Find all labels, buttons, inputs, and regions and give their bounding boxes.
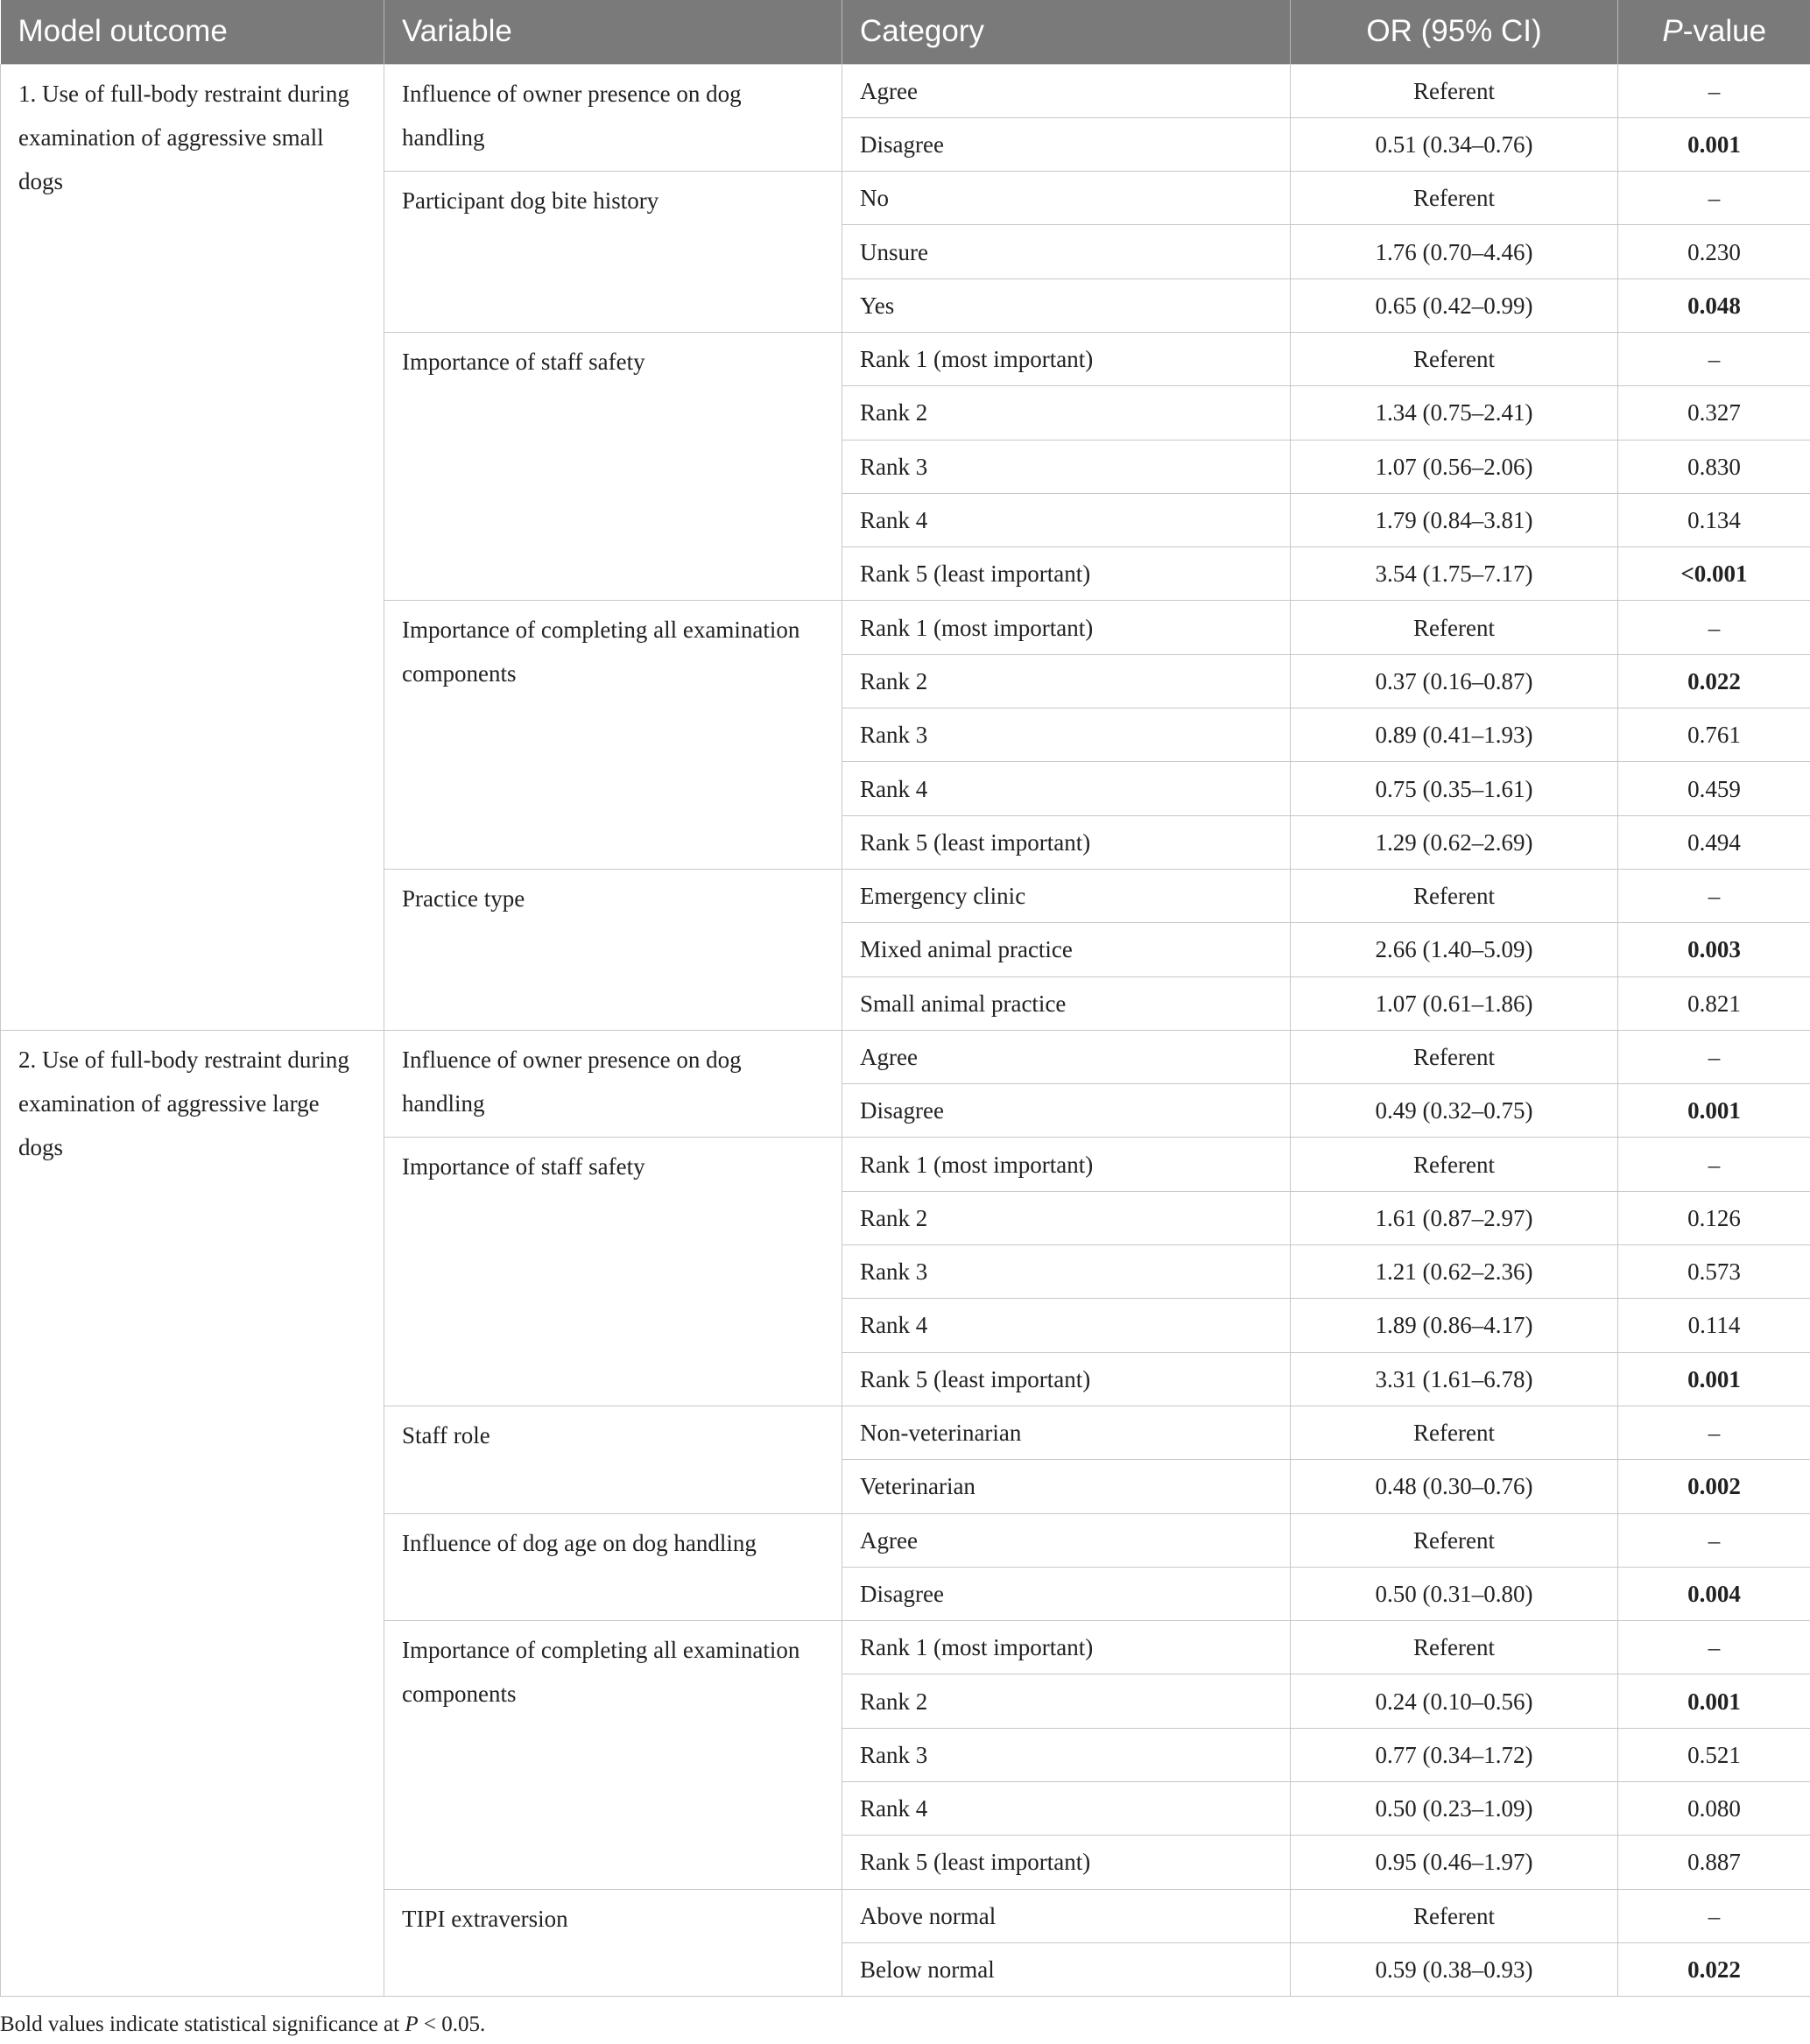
- p-value-cell: 0.022: [1618, 1942, 1810, 1996]
- p-value-cell: 0.004: [1618, 1567, 1810, 1620]
- category-cell: Above normal: [842, 1889, 1291, 1942]
- table-header: [1, 0, 1810, 64]
- p-value-cell: 0.494: [1618, 815, 1810, 869]
- category-cell: Disagree: [842, 1567, 1291, 1620]
- header-p-letter: P: [1662, 14, 1683, 49]
- variable-cell: Practice type: [384, 869, 842, 1030]
- odds-ratio-cell: Referent: [1291, 64, 1618, 117]
- category-cell: Emergency clinic: [842, 869, 1291, 922]
- category-cell: Rank 1 (most important): [842, 332, 1291, 385]
- category-cell: Rank 1 (most important): [842, 1138, 1291, 1191]
- odds-ratio-cell: 1.61 (0.87–2.97): [1291, 1191, 1618, 1244]
- p-value-cell: 0.001: [1618, 1084, 1810, 1138]
- odds-ratio-cell: 1.76 (0.70–4.46): [1291, 225, 1618, 278]
- category-cell: Rank 4: [842, 493, 1291, 546]
- p-value-cell: –: [1618, 64, 1810, 117]
- category-cell: Rank 2: [842, 1674, 1291, 1728]
- category-cell: Below normal: [842, 1942, 1291, 1996]
- p-value-cell: –: [1618, 601, 1810, 654]
- variable-cell: Participant dog bite history: [384, 172, 842, 333]
- category-cell: Rank 2: [842, 654, 1291, 708]
- odds-ratio-cell: 1.07 (0.61–1.86): [1291, 976, 1618, 1030]
- odds-ratio-cell: 0.50 (0.31–0.80): [1291, 1567, 1618, 1620]
- category-cell: No: [842, 172, 1291, 225]
- category-cell: Rank 4: [842, 762, 1291, 815]
- odds-ratio-cell: Referent: [1291, 1030, 1618, 1083]
- p-value-cell: –: [1618, 869, 1810, 922]
- p-value-cell: 0.134: [1618, 493, 1810, 546]
- header-model-outcome: Model outcome: [1, 0, 384, 64]
- category-cell: Agree: [842, 1030, 1291, 1083]
- p-value-cell: 0.001: [1618, 1674, 1810, 1728]
- p-value-cell: 0.022: [1618, 654, 1810, 708]
- p-value-cell: 0.002: [1618, 1460, 1810, 1513]
- odds-ratio-cell: Referent: [1291, 1406, 1618, 1459]
- category-cell: Rank 2: [842, 1191, 1291, 1244]
- category-cell: Rank 3: [842, 440, 1291, 493]
- category-cell: Non-veterinarian: [842, 1406, 1291, 1459]
- header-or-ci: OR (95% CI): [1291, 0, 1618, 64]
- header-p-suffix: -value: [1682, 14, 1767, 49]
- odds-ratio-cell: 0.24 (0.10–0.56): [1291, 1674, 1618, 1728]
- p-value-cell: –: [1618, 332, 1810, 385]
- odds-ratio-cell: 1.79 (0.84–3.81): [1291, 493, 1618, 546]
- odds-ratio-cell: Referent: [1291, 1889, 1618, 1942]
- p-value-cell: 0.887: [1618, 1836, 1810, 1889]
- p-value-cell: 0.830: [1618, 440, 1810, 493]
- variable-cell: Influence of owner presence on dog handling: [384, 64, 842, 172]
- odds-ratio-cell: 0.77 (0.34–1.72): [1291, 1728, 1618, 1781]
- odds-ratio-cell: 0.49 (0.32–0.75): [1291, 1084, 1618, 1138]
- p-value-cell: 0.459: [1618, 762, 1810, 815]
- category-cell: Rank 5 (least important): [842, 547, 1291, 601]
- odds-ratio-cell: Referent: [1291, 869, 1618, 922]
- odds-ratio-cell: 0.75 (0.35–1.61): [1291, 762, 1618, 815]
- p-value-cell: –: [1618, 1513, 1810, 1567]
- odds-ratio-cell: Referent: [1291, 601, 1618, 654]
- odds-ratio-cell: 0.65 (0.42–0.99): [1291, 278, 1618, 332]
- category-cell: Mixed animal practice: [842, 923, 1291, 976]
- odds-ratio-cell: Referent: [1291, 172, 1618, 225]
- category-cell: Disagree: [842, 117, 1291, 171]
- model-outcome-cell: 2. Use of full-body restraint during examination of aggressive large dogs: [1, 1030, 384, 1996]
- variable-cell: Staff role: [384, 1406, 842, 1513]
- header-category: Category: [842, 0, 1291, 64]
- p-value-cell: 0.080: [1618, 1782, 1810, 1836]
- category-cell: Rank 2: [842, 386, 1291, 440]
- odds-ratio-cell: 0.37 (0.16–0.87): [1291, 654, 1618, 708]
- variable-cell: Importance of staff safety: [384, 1138, 842, 1406]
- variable-cell: Importance of staff safety: [384, 332, 842, 600]
- table-row: [1, 1030, 1810, 1083]
- footnote: [0, 2012, 1810, 2037]
- p-value-cell: 0.230: [1618, 225, 1810, 278]
- table-row: [1, 64, 1810, 117]
- odds-ratio-cell: 3.54 (1.75–7.17): [1291, 547, 1618, 601]
- category-cell: Yes: [842, 278, 1291, 332]
- odds-ratio-cell: 0.95 (0.46–1.97): [1291, 1836, 1618, 1889]
- odds-ratio-cell: 0.59 (0.38–0.93): [1291, 1942, 1618, 1996]
- category-cell: Veterinarian: [842, 1460, 1291, 1513]
- category-cell: Rank 5 (least important): [842, 1352, 1291, 1406]
- p-value-cell: 0.001: [1618, 117, 1810, 171]
- category-cell: Rank 3: [842, 1728, 1291, 1781]
- p-value-cell: –: [1618, 1889, 1810, 1942]
- p-value-cell: 0.126: [1618, 1191, 1810, 1244]
- odds-ratio-cell: Referent: [1291, 1138, 1618, 1191]
- category-cell: Unsure: [842, 225, 1291, 278]
- odds-ratio-cell: 2.66 (1.40–5.09): [1291, 923, 1618, 976]
- category-cell: Rank 3: [842, 708, 1291, 762]
- odds-ratio-cell: 0.51 (0.34–0.76): [1291, 117, 1618, 171]
- p-value-cell: –: [1618, 1138, 1810, 1191]
- variable-cell: Importance of completing all examination components: [384, 1621, 842, 1889]
- p-value-cell: –: [1618, 1030, 1810, 1083]
- p-value-cell: 0.327: [1618, 386, 1810, 440]
- p-value-cell: 0.001: [1618, 1352, 1810, 1406]
- category-cell: Rank 3: [842, 1245, 1291, 1299]
- model-outcome-cell: 1. Use of full-body restraint during examination of aggressive small dogs: [1, 64, 384, 1030]
- variable-cell: TIPI extraversion: [384, 1889, 842, 1997]
- variable-cell: Importance of completing all examination components: [384, 601, 842, 869]
- category-cell: Small animal practice: [842, 976, 1291, 1030]
- odds-ratio-cell: 0.48 (0.30–0.76): [1291, 1460, 1618, 1513]
- odds-ratio-cell: 1.89 (0.86–4.17): [1291, 1299, 1618, 1352]
- category-cell: Agree: [842, 1513, 1291, 1567]
- odds-ratio-cell: Referent: [1291, 1513, 1618, 1567]
- p-value-cell: 0.048: [1618, 278, 1810, 332]
- p-value-cell: –: [1618, 1621, 1810, 1674]
- footnote-text-before: Bold values indicate statistical significance at: [0, 2012, 405, 2037]
- odds-ratio-cell: 0.50 (0.23–1.09): [1291, 1782, 1618, 1836]
- category-cell: Rank 5 (least important): [842, 815, 1291, 869]
- category-cell: Rank 1 (most important): [842, 601, 1291, 654]
- odds-ratio-cell: 3.31 (1.61–6.78): [1291, 1352, 1618, 1406]
- variable-cell: Influence of owner presence on dog handling: [384, 1030, 842, 1138]
- p-value-cell: –: [1618, 172, 1810, 225]
- p-value-cell: 0.003: [1618, 923, 1810, 976]
- variable-cell: Influence of dog age on dog handling: [384, 1513, 842, 1621]
- category-cell: Agree: [842, 64, 1291, 117]
- odds-ratio-cell: 1.07 (0.56–2.06): [1291, 440, 1618, 493]
- header-p-value: [1618, 0, 1810, 64]
- category-cell: Rank 4: [842, 1782, 1291, 1836]
- odds-ratio-cell: 1.21 (0.62–2.36): [1291, 1245, 1618, 1299]
- p-value-cell: –: [1618, 1406, 1810, 1459]
- p-value-cell: 0.114: [1618, 1299, 1810, 1352]
- odds-ratio-cell: Referent: [1291, 1621, 1618, 1674]
- header-row: [1, 0, 1810, 64]
- odds-ratio-cell: 1.29 (0.62–2.69): [1291, 815, 1618, 869]
- category-cell: Rank 1 (most important): [842, 1621, 1291, 1674]
- odds-ratio-cell: Referent: [1291, 332, 1618, 385]
- category-cell: Rank 4: [842, 1299, 1291, 1352]
- header-variable: Variable: [384, 0, 842, 64]
- footnote-text-after: < 0.05.: [418, 2012, 486, 2037]
- p-value-cell: 0.821: [1618, 976, 1810, 1030]
- odds-ratio-cell: 0.89 (0.41–1.93): [1291, 708, 1618, 762]
- table-body: [1, 64, 1810, 1997]
- category-cell: Rank 5 (least important): [842, 1836, 1291, 1889]
- p-value-cell: 0.761: [1618, 708, 1810, 762]
- p-value-cell: 0.521: [1618, 1728, 1810, 1781]
- odds-ratio-cell: 1.34 (0.75–2.41): [1291, 386, 1618, 440]
- category-cell: Disagree: [842, 1084, 1291, 1138]
- p-value-cell: <0.001: [1618, 547, 1810, 601]
- p-value-cell: 0.573: [1618, 1245, 1810, 1299]
- footnote-p-letter: P: [405, 2012, 419, 2037]
